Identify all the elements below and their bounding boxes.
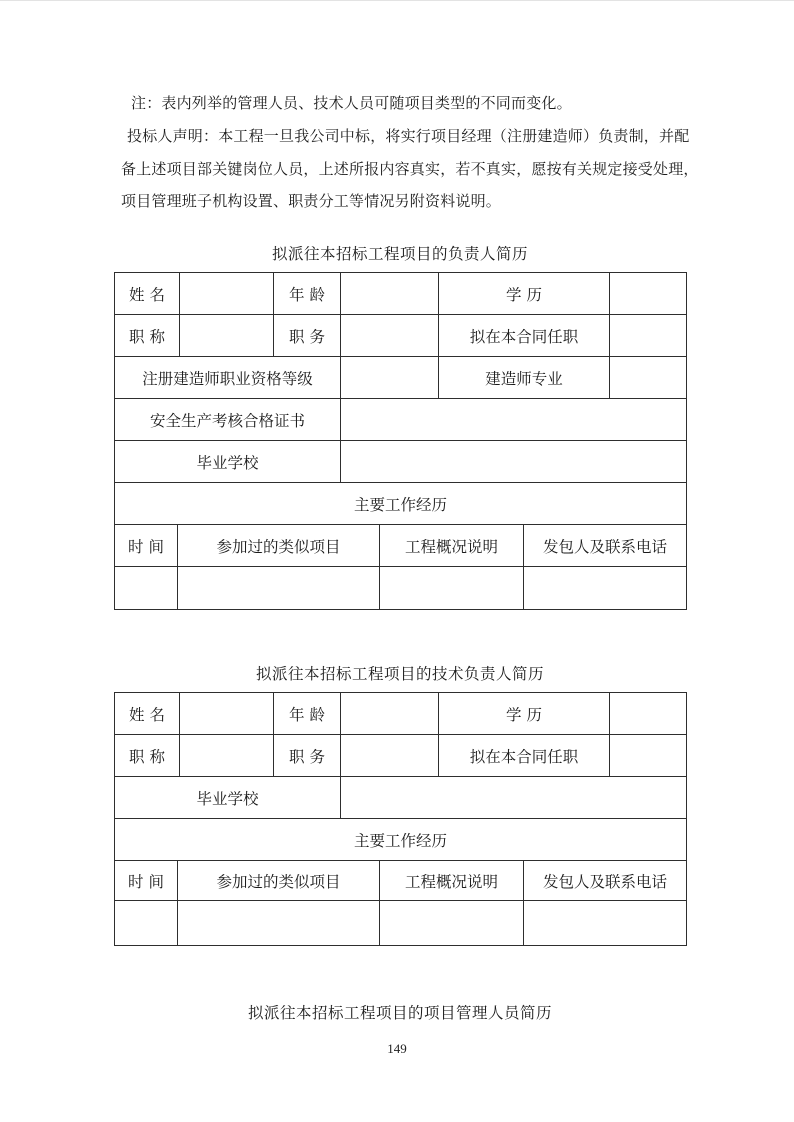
table-row [115, 819, 687, 861]
work-history-header-cell: 主要工作经历 [115, 483, 687, 525]
name-value-cell [180, 273, 274, 315]
project-overview-value-cell [380, 901, 524, 946]
managers-resume-title: 拟派往本招标工程项目的项目管理人员简历 [247, 1005, 552, 1022]
employer-phone-value-cell [524, 901, 687, 946]
leader-resume-table-top [114, 272, 687, 525]
proposed-post-value-cell [610, 735, 687, 777]
constructor-major-label-cell: 建造师专业 [439, 357, 610, 399]
table-row [115, 567, 687, 610]
proposed-post-value-cell [610, 315, 687, 357]
name-value-cell [180, 693, 274, 735]
safety-cert-value-cell [341, 399, 687, 441]
similar-projects-value-cell [178, 567, 380, 610]
employer-phone-column-header: 发包人及联系电话 [524, 861, 687, 901]
education-value-cell [610, 273, 687, 315]
time-value-cell [115, 901, 178, 946]
reg-constructor-level-value-cell [341, 357, 439, 399]
work-history-header-cell: 主要工作经历 [115, 819, 687, 861]
education-label-cell: 学历 [439, 273, 610, 315]
age-label-cell: 年龄 [274, 693, 341, 735]
table-row [115, 735, 687, 777]
similar-projects-column-header: 参加过的类似项目 [178, 861, 380, 901]
note-line: 注：表内列举的管理人员、技术人员可随项目类型的不同而变化。 [131, 96, 572, 112]
position-value-cell [341, 735, 439, 777]
time-column-header: 时间 [115, 525, 178, 567]
school-value-cell [341, 777, 687, 819]
title-value-cell [180, 735, 274, 777]
name-label-cell: 姓名 [115, 693, 180, 735]
declaration-line-2: 备上述项目部关键岗位人员，上述所报内容真实，若不真实，愿按有关规定接受处理， [121, 162, 699, 178]
similar-projects-column-header: 参加过的类似项目 [178, 525, 380, 567]
position-label-cell: 职务 [274, 735, 341, 777]
school-value-cell [341, 441, 687, 483]
education-label-cell: 学历 [439, 693, 610, 735]
name-label-cell: 姓名 [115, 273, 180, 315]
page-top-edge [0, 0, 794, 1]
declaration-line-1: 投标人声明：本工程一旦我公司中标，将实行项目经理（注册建造师）负责制，并配 [127, 129, 690, 145]
constructor-major-value-cell [610, 357, 687, 399]
reg-constructor-level-label-cell: 注册建造师职业资格等级 [115, 357, 341, 399]
table-row [115, 357, 687, 399]
position-value-cell [341, 315, 439, 357]
leader-resume-table [114, 272, 687, 610]
table-row [115, 861, 687, 901]
table-row [115, 525, 687, 567]
safety-cert-label-cell: 安全生产考核合格证书 [115, 399, 341, 441]
table-row [115, 273, 687, 315]
time-column-header: 时间 [115, 861, 178, 901]
title-value-cell [180, 315, 274, 357]
table-row [115, 441, 687, 483]
table-row [115, 483, 687, 525]
school-label-cell: 毕业学校 [115, 777, 341, 819]
declaration-line-3: 项目管理班子机构设置、职责分工等情况另附资料说明。 [121, 194, 502, 210]
time-value-cell [115, 567, 178, 610]
table-row [115, 901, 687, 946]
similar-projects-value-cell [178, 901, 380, 946]
employer-phone-column-header: 发包人及联系电话 [524, 525, 687, 567]
age-label-cell: 年龄 [274, 273, 341, 315]
leader-resume-title: 拟派往本招标工程项目的负责人简历 [271, 246, 528, 263]
employer-phone-value-cell [524, 567, 687, 610]
project-overview-column-header: 工程概况说明 [380, 861, 524, 901]
tech-leader-resume-table-bottom [114, 860, 687, 946]
tech-leader-resume-table [114, 692, 687, 946]
table-row [115, 777, 687, 819]
table-row [115, 399, 687, 441]
title-label-cell: 职称 [115, 735, 180, 777]
proposed-post-label-cell: 拟在本合同任职 [439, 315, 610, 357]
position-label-cell: 职务 [274, 315, 341, 357]
tech-leader-resume-table-top [114, 692, 687, 861]
table-row [115, 693, 687, 735]
project-overview-column-header: 工程概况说明 [380, 525, 524, 567]
table-row [115, 315, 687, 357]
title-label-cell: 职称 [115, 315, 180, 357]
leader-resume-table-bottom [114, 524, 687, 610]
tech-leader-resume-title: 拟派往本招标工程项目的技术负责人简历 [255, 666, 544, 683]
proposed-post-label-cell: 拟在本合同任职 [439, 735, 610, 777]
age-value-cell [341, 273, 439, 315]
page-number: 149 [387, 1041, 407, 1056]
project-overview-value-cell [380, 567, 524, 610]
age-value-cell [341, 693, 439, 735]
education-value-cell [610, 693, 687, 735]
school-label-cell: 毕业学校 [115, 441, 341, 483]
